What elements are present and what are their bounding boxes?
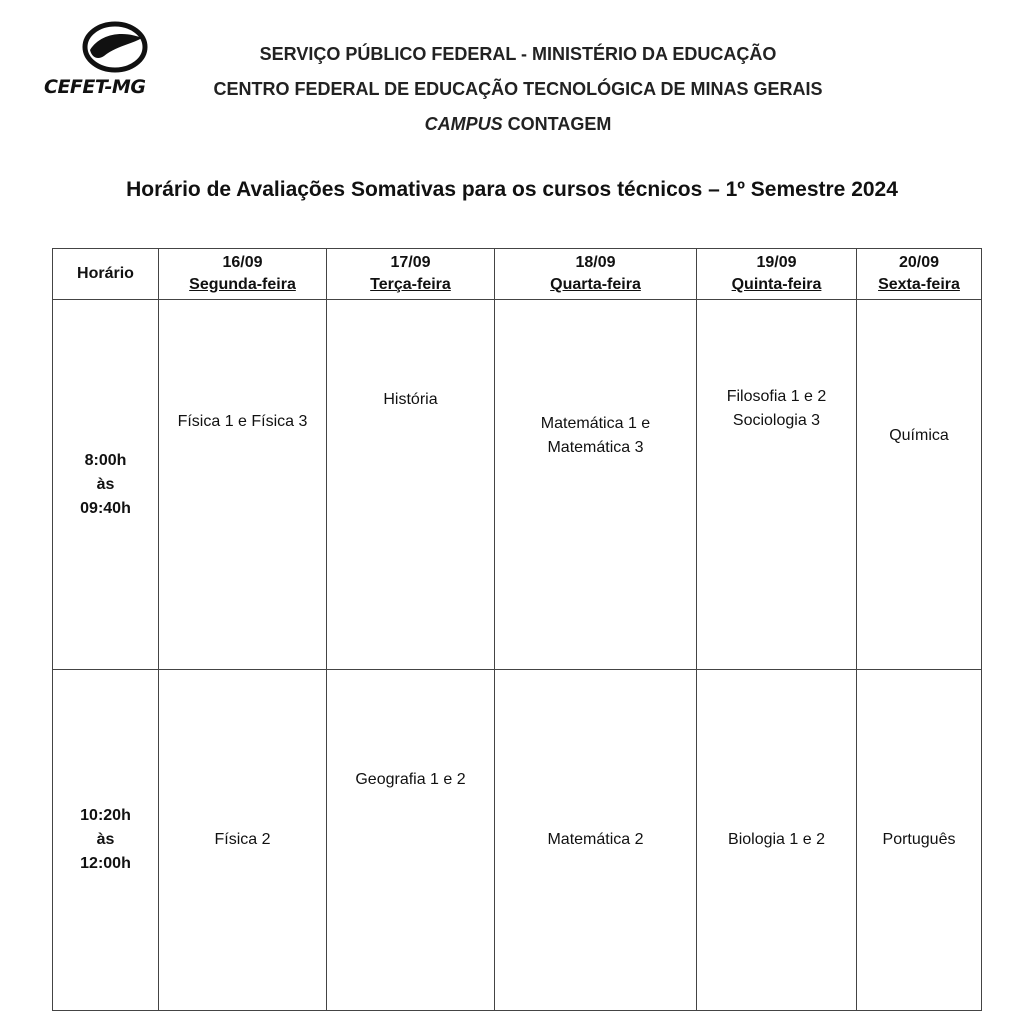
campus-name: CONTAGEM: [502, 114, 612, 134]
subject-text: Matemática 1 e: [540, 415, 651, 432]
table-row: [53, 670, 982, 1011]
day-header: [327, 249, 495, 300]
exam-cell: [327, 670, 495, 1011]
exam-cell: [495, 300, 697, 670]
day-date: 19/09: [756, 254, 797, 271]
table-row: [53, 300, 982, 670]
day-date: 16/09: [222, 254, 263, 271]
schedule-table: [52, 248, 982, 1011]
header-line-campus: [6, 114, 1024, 135]
day-name: Sexta-feira: [878, 276, 960, 293]
exam-cell: [697, 300, 857, 670]
day-name: Quinta-feira: [731, 276, 822, 293]
subject-text: Filosofia 1 e 2: [726, 388, 827, 405]
subject-text: Matemática 3: [547, 439, 644, 456]
subject-text: Física 2: [214, 831, 271, 848]
day-name: Terça-feira: [370, 276, 451, 293]
page-title: Horário de Avaliações Somativas para os cursos técnicos – 1º Semestre 2024: [126, 178, 898, 201]
time-slot-cell: [53, 300, 159, 670]
time-start: 10:20h: [80, 807, 131, 824]
day-date: 17/09: [390, 254, 431, 271]
day-header: [495, 249, 697, 300]
time-end: 09:40h: [80, 499, 131, 517]
exam-cell: [159, 670, 327, 1011]
header-line-ministry: SERVIÇO PÚBLICO FEDERAL - MINISTÉRIO DA EDUCAÇÃO: [259, 44, 777, 64]
day-name: Quarta-feira: [550, 276, 641, 293]
time-slot-cell: [53, 670, 159, 1011]
day-header: [159, 249, 327, 300]
subject-text: Geografia 1 e 2: [355, 771, 466, 788]
exam-cell: [857, 300, 982, 670]
subject-text: História: [383, 391, 438, 408]
time-column-header: Horário: [53, 249, 159, 300]
subject-text: Matemática 2: [547, 831, 644, 848]
subject-text: Português: [882, 831, 956, 848]
header-line-institution: CENTRO FEDERAL DE EDUCAÇÃO TECNOLÓGICA DE MINAS GERAIS: [213, 79, 823, 99]
time-start: 8:00h: [84, 451, 127, 469]
day-date: 18/09: [575, 254, 616, 271]
time-separator: às: [96, 831, 115, 848]
time-separator: às: [96, 475, 115, 493]
subject-text: Química: [889, 427, 949, 444]
exam-cell: [697, 670, 857, 1011]
table-header-row: [53, 249, 982, 300]
day-name: Segunda-feira: [189, 276, 296, 293]
exam-cell: [159, 300, 327, 670]
exam-cell: [327, 300, 495, 670]
campus-word: CAMPUS: [424, 114, 503, 134]
exam-cell: [495, 670, 697, 1011]
day-date: 20/09: [898, 254, 940, 271]
day-header: [857, 249, 982, 300]
time-end: 12:00h: [80, 855, 131, 872]
subject-text: Sociologia 3: [732, 412, 821, 429]
exam-cell: [857, 670, 982, 1011]
logo-text: CEFET-MG: [44, 76, 146, 98]
subject-text: Física 1 e Física 3: [177, 413, 308, 430]
day-header: [697, 249, 857, 300]
subject-text: Biologia 1 e 2: [728, 831, 825, 848]
